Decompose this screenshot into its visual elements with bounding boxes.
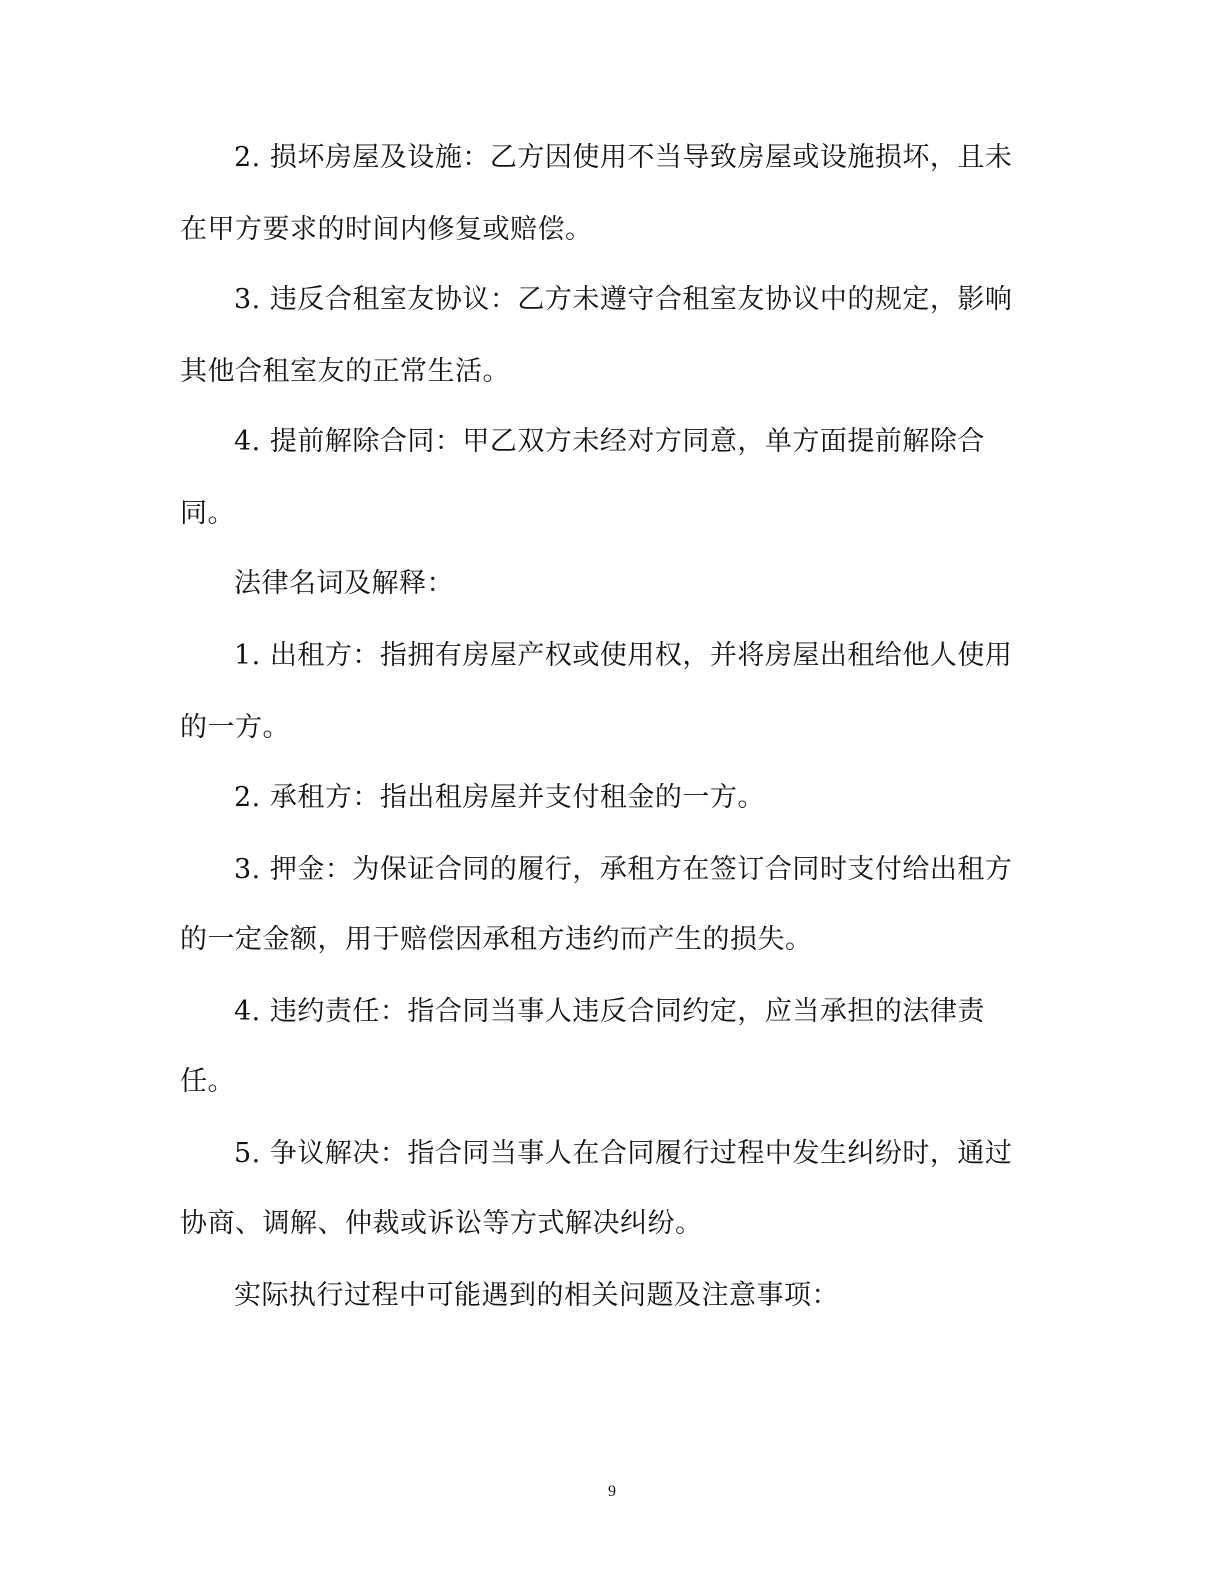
text-line: 同。	[180, 498, 235, 529]
text-line: 在甲方要求的时间内修复或赔偿。	[180, 214, 593, 245]
text-line: 4. 违约责任：指合同当事人违反合同约定，应当承担的法律责	[234, 996, 985, 1027]
text-line: 法律名词及解释：	[234, 568, 454, 599]
text-line: 的一方。	[180, 712, 290, 743]
text-line: 2. 损坏房屋及设施：乙方因使用不当导致房屋或设施损坏，且未	[234, 142, 1013, 173]
text-line: 的一定金额，用于赔偿因承租方违约而产生的损失。	[180, 924, 813, 955]
text-line: 任。	[180, 1066, 235, 1097]
text-line: 实际执行过程中可能遇到的相关问题及注意事项：	[234, 1280, 839, 1311]
page-number: 9	[608, 1483, 616, 1500]
text-line: 5. 争议解决：指合同当事人在合同履行过程中发生纠纷时，通过	[234, 1138, 1013, 1169]
text-line: 3. 押金：为保证合同的履行，承租方在签订合同时支付给出租方	[234, 854, 1013, 885]
text-line: 其他合租室友的正常生活。	[180, 356, 510, 387]
text-line: 1. 出租方：指拥有房屋产权或使用权，并将房屋出租给他人使用	[234, 640, 1013, 671]
text-line: 协商、调解、仲裁或诉讼等方式解决纠纷。	[180, 1208, 703, 1239]
text-line: 4. 提前解除合同：甲乙双方未经对方同意，单方面提前解除合	[234, 426, 985, 457]
text-line: 2. 承租方：指出租房屋并支付租金的一方。	[234, 782, 765, 813]
text-line: 3. 违反合租室友协议：乙方未遵守合租室友协议中的规定，影响	[234, 284, 1013, 315]
